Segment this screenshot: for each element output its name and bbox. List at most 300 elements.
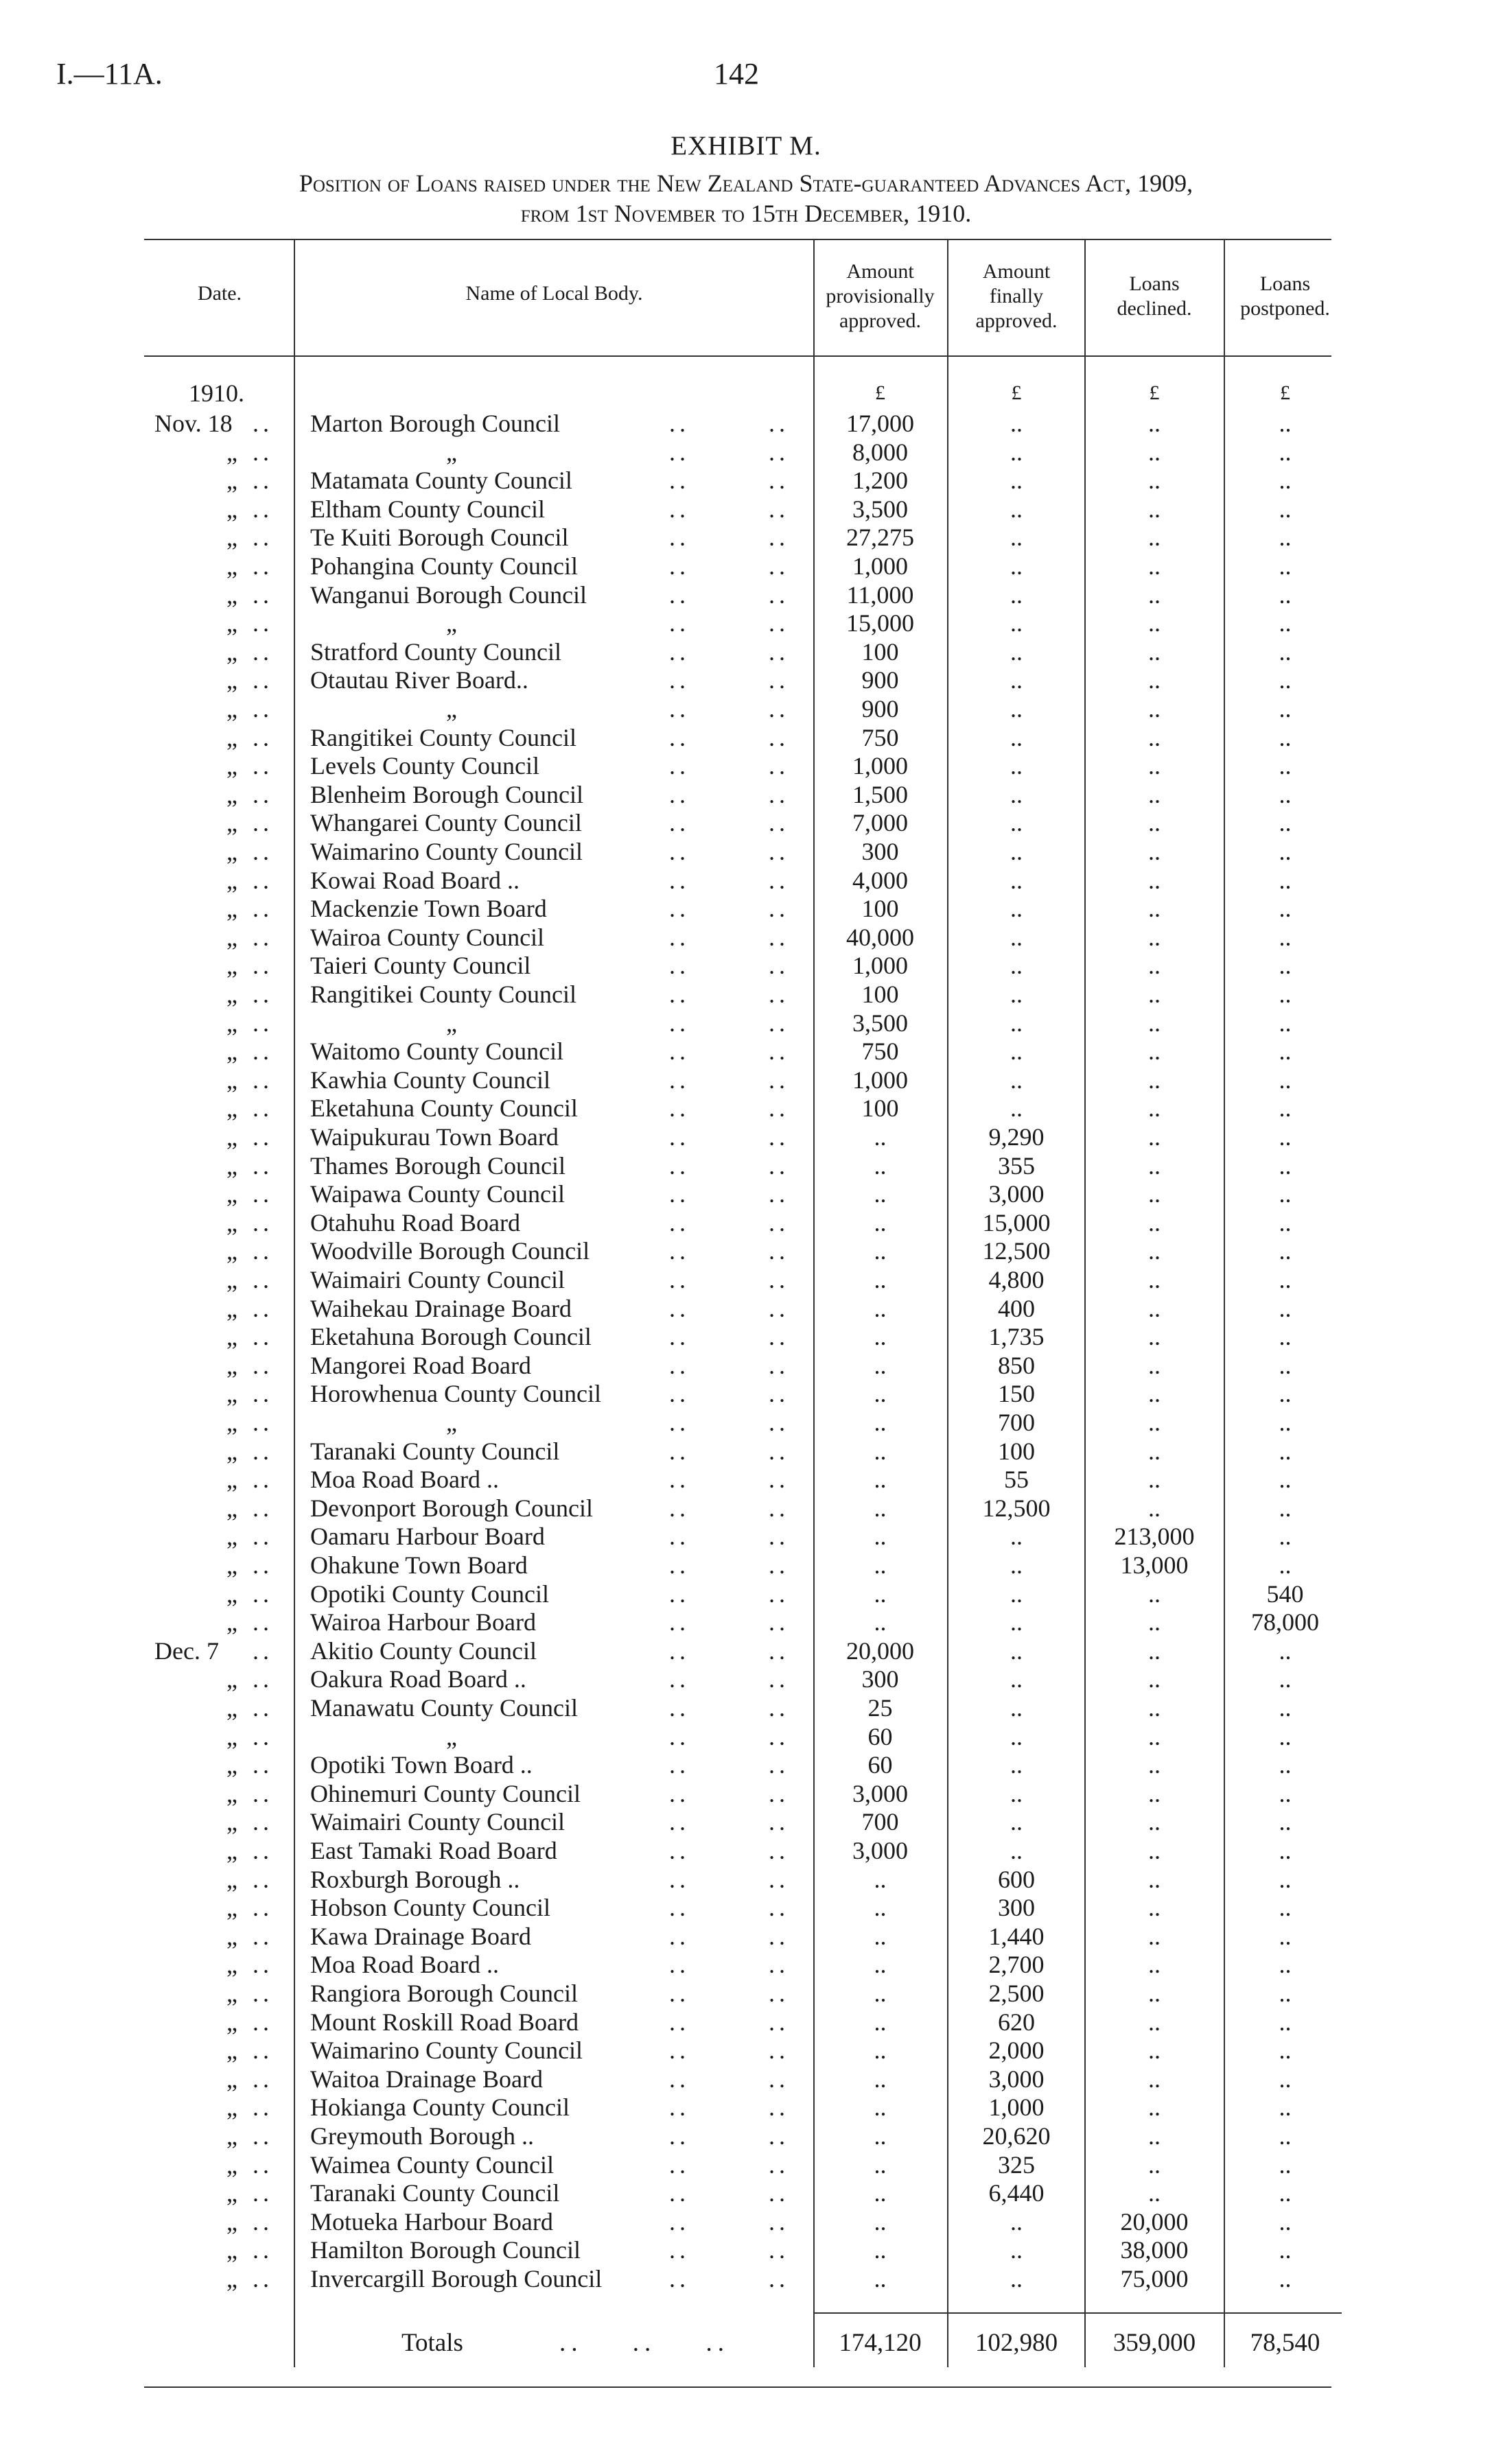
row-date: „: [226, 724, 237, 751]
row-name-leader-dots: ..: [769, 2265, 789, 2292]
row-date-leader-dots: ..: [253, 2208, 273, 2236]
row-amount-final: ..: [1010, 467, 1023, 494]
row-loans-postponed: ..: [1279, 1751, 1292, 1779]
row-loans-postponed: ..: [1279, 2179, 1292, 2207]
totals-leader-dots: .. .. ..: [559, 2329, 730, 2357]
row-name-leader-dots: ..: [769, 981, 789, 1008]
row-date: „: [226, 581, 237, 609]
row-name-leader-dots: ..: [669, 1751, 690, 1779]
row-local-body-name: Kawhia County Council: [310, 1066, 550, 1094]
row-date: „: [226, 1551, 237, 1579]
row-local-body-name: Greymouth Borough ..: [310, 2122, 534, 2150]
row-name-leader-dots: ..: [669, 1523, 690, 1550]
row-loans-postponed: ..: [1279, 1237, 1292, 1265]
row-name-leader-dots: ..: [669, 1380, 690, 1407]
row-name-leader-dots: ..: [669, 2179, 690, 2207]
row-date-leader-dots: ..: [253, 1637, 273, 1665]
row-amount-final: ..: [1010, 1037, 1023, 1065]
row-loans-declined: ..: [1148, 1237, 1161, 1265]
row-date-leader-dots: ..: [253, 1665, 273, 1693]
row-amount-provisional: ..: [874, 2037, 887, 2064]
row-loans-declined: ..: [1148, 1123, 1161, 1151]
row-date-leader-dots: ..: [253, 1323, 273, 1350]
row-date-leader-dots: ..: [253, 1923, 273, 1950]
row-date: „: [226, 1123, 237, 1151]
row-name-leader-dots: ..: [669, 638, 690, 666]
row-amount-final: 12,500: [982, 1494, 1051, 1522]
row-local-body-name: Manawatu County Council: [310, 1694, 578, 1722]
row-date: „: [226, 2093, 237, 2121]
totals-label: Totals: [401, 2329, 463, 2357]
row-date-leader-dots: ..: [253, 609, 273, 637]
row-loans-declined: ..: [1148, 1266, 1161, 1293]
row-loans-postponed: ..: [1279, 1180, 1292, 1208]
row-name-leader-dots: ..: [769, 724, 789, 751]
row-name-leader-dots: ..: [669, 1323, 690, 1350]
row-loans-declined: ..: [1148, 1751, 1161, 1779]
row-local-body-name: Marton Borough Council: [310, 410, 560, 437]
row-loans-declined: ..: [1148, 2065, 1161, 2093]
row-loans-declined: ..: [1148, 1894, 1161, 1921]
row-loans-postponed: ..: [1279, 1352, 1292, 1379]
row-date: „: [226, 952, 237, 979]
row-date-leader-dots: ..: [253, 1694, 273, 1722]
row-name-leader-dots: ..: [769, 838, 789, 865]
row-name-leader-dots: ..: [669, 1608, 690, 1636]
row-amount-provisional: 60: [867, 1723, 893, 1750]
row-loans-postponed: ..: [1279, 1665, 1292, 1693]
row-date: „: [226, 1409, 237, 1436]
row-loans-postponed: ..: [1279, 1866, 1292, 1893]
row-loans-postponed: ..: [1279, 867, 1292, 894]
row-loans-declined: ..: [1148, 2037, 1161, 2064]
row-amount-provisional: 3,000: [852, 1780, 908, 1807]
row-loans-declined: ..: [1148, 1295, 1161, 1322]
row-amount-provisional: 3,000: [852, 1837, 908, 1864]
row-local-body-name: „: [446, 609, 457, 637]
row-amount-final: ..: [1010, 2236, 1023, 2264]
row-date-leader-dots: ..: [253, 2008, 273, 2036]
row-loans-postponed: ..: [1279, 2037, 1292, 2064]
row-date-leader-dots: ..: [253, 1094, 273, 1122]
row-name-leader-dots: ..: [769, 410, 789, 437]
row-date-leader-dots: ..: [253, 752, 273, 779]
row-name-leader-dots: ..: [669, 1266, 690, 1293]
row-local-body-name: Waimarino County Council: [310, 838, 583, 865]
row-amount-provisional: ..: [874, 1380, 887, 1407]
row-amount-final: ..: [1010, 838, 1023, 865]
row-amount-final: ..: [1010, 981, 1023, 1008]
row-local-body-name: Rangiora Borough Council: [310, 1980, 578, 2007]
row-local-body-name: Levels County Council: [310, 752, 539, 779]
row-amount-final: 2,000: [988, 2037, 1045, 2064]
row-loans-postponed: ..: [1279, 1808, 1292, 1835]
row-amount-final: ..: [1010, 1066, 1023, 1094]
row-loans-postponed: ..: [1279, 809, 1292, 836]
row-name-leader-dots: ..: [769, 695, 789, 723]
row-name-leader-dots: ..: [669, 1352, 690, 1379]
row-local-body-name: Moa Road Board ..: [310, 1466, 499, 1493]
row-amount-final: ..: [1010, 410, 1023, 437]
row-name-leader-dots: ..: [669, 438, 690, 466]
row-name-leader-dots: ..: [669, 1123, 690, 1151]
row-amount-provisional: ..: [874, 1494, 887, 1522]
row-local-body-name: Woodville Borough Council: [310, 1237, 590, 1265]
column-header-postponed: [1225, 272, 1345, 321]
row-name-leader-dots: ..: [769, 1551, 789, 1579]
row-name-leader-dots: ..: [669, 781, 690, 808]
row-loans-declined: ..: [1148, 924, 1161, 951]
row-loans-postponed: ..: [1279, 952, 1292, 979]
row-loans-declined: ..: [1148, 1580, 1161, 1608]
row-amount-provisional: 1,000: [852, 952, 908, 979]
row-amount-provisional: 100: [861, 638, 899, 666]
row-name-leader-dots: ..: [769, 1751, 789, 1779]
row-amount-final: ..: [1010, 952, 1023, 979]
row-name-leader-dots: ..: [769, 781, 789, 808]
row-date: „: [226, 1923, 237, 1950]
row-loans-postponed: ..: [1279, 495, 1292, 523]
row-name-leader-dots: ..: [769, 1037, 789, 1065]
row-local-body-name: Horowhenua County Council: [310, 1380, 601, 1407]
row-date-leader-dots: ..: [253, 1438, 273, 1465]
column-header-final-line: approved.: [975, 309, 1058, 332]
row-name-leader-dots: ..: [669, 666, 690, 694]
row-amount-provisional: ..: [874, 2008, 887, 2036]
row-date-leader-dots: ..: [253, 924, 273, 951]
row-loans-postponed: ..: [1279, 438, 1292, 466]
row-local-body-name: „: [446, 1009, 457, 1037]
row-name-leader-dots: ..: [769, 2151, 789, 2179]
row-loans-postponed: ..: [1279, 1037, 1292, 1065]
row-name-leader-dots: ..: [669, 1152, 690, 1180]
row-local-body-name: Eketahuna County Council: [310, 1094, 578, 1122]
row-name-leader-dots: ..: [769, 895, 789, 922]
row-local-body-name: Waimea County Council: [310, 2151, 555, 2179]
row-amount-provisional: 100: [861, 895, 899, 922]
column-header-name: [295, 281, 813, 306]
row-name-leader-dots: ..: [669, 1009, 690, 1037]
row-name-leader-dots: ..: [669, 1295, 690, 1322]
row-loans-postponed: ..: [1279, 1637, 1292, 1665]
row-amount-provisional: ..: [874, 1152, 887, 1180]
row-date: „: [226, 1152, 237, 1180]
row-loans-postponed: ..: [1279, 1523, 1292, 1550]
row-local-body-name: Waipawa County Council: [310, 1180, 566, 1208]
row-date: „: [226, 609, 237, 637]
row-amount-provisional: 700: [861, 1808, 899, 1835]
row-amount-final: ..: [1010, 609, 1023, 637]
row-date-leader-dots: ..: [253, 1295, 273, 1322]
row-date-leader-dots: ..: [253, 467, 273, 494]
row-name-leader-dots: ..: [769, 666, 789, 694]
row-name-leader-dots: ..: [669, 1066, 690, 1094]
row-date-leader-dots: ..: [253, 1123, 273, 1151]
row-name-leader-dots: ..: [769, 1409, 789, 1436]
row-name-leader-dots: ..: [669, 1037, 690, 1065]
row-name-leader-dots: ..: [669, 552, 690, 580]
row-date: „: [226, 781, 237, 808]
row-amount-provisional: ..: [874, 2265, 887, 2292]
row-local-body-name: Hokianga County Council: [310, 2093, 570, 2121]
row-name-leader-dots: ..: [669, 2093, 690, 2121]
row-date-leader-dots: ..: [253, 1866, 273, 1893]
row-amount-provisional: 750: [861, 1037, 899, 1065]
row-amount-final: ..: [1010, 1808, 1023, 1835]
row-loans-postponed: ..: [1279, 1551, 1292, 1579]
row-amount-final: ..: [1010, 924, 1023, 951]
row-local-body-name: Rangitikei County Council: [310, 981, 576, 1008]
row-amount-provisional: 7,000: [852, 809, 908, 836]
row-loans-declined: ..: [1148, 2093, 1161, 2121]
row-loans-postponed: ..: [1279, 838, 1292, 865]
row-local-body-name: Waimairi County Council: [310, 1266, 566, 1293]
row-amount-provisional: 40,000: [846, 924, 914, 951]
row-amount-provisional: ..: [874, 1409, 887, 1436]
row-name-leader-dots: ..: [769, 1466, 789, 1493]
row-name-leader-dots: ..: [769, 1180, 789, 1208]
row-loans-postponed: 78,000: [1251, 1608, 1319, 1636]
row-loans-declined: ..: [1148, 1009, 1161, 1037]
row-name-leader-dots: ..: [669, 2122, 690, 2150]
row-date: „: [226, 1209, 237, 1236]
row-amount-provisional: ..: [874, 2093, 887, 2121]
row-local-body-name: Eketahuna Borough Council: [310, 1323, 592, 1350]
column-header-date: [148, 281, 292, 306]
row-amount-final: 3,000: [988, 1180, 1045, 1208]
row-local-body-name: Te Kuiti Borough Council: [310, 524, 569, 551]
row-amount-provisional: 15,000: [846, 609, 914, 637]
row-name-leader-dots: ..: [769, 1352, 789, 1379]
row-date-leader-dots: ..: [253, 1494, 273, 1522]
row-amount-final: ..: [1010, 1694, 1023, 1722]
row-local-body-name: Thames Borough Council: [310, 1152, 566, 1180]
row-amount-final: 355: [998, 1152, 1035, 1180]
row-local-body-name: Roxburgh Borough ..: [310, 1866, 520, 1893]
row-loans-postponed: ..: [1279, 981, 1292, 1008]
row-loans-declined: ..: [1148, 981, 1161, 1008]
row-amount-provisional: ..: [874, 1951, 887, 1978]
row-loans-declined: ..: [1148, 1637, 1161, 1665]
row-name-leader-dots: ..: [769, 1009, 789, 1037]
row-local-body-name: „: [446, 1409, 457, 1436]
row-name-leader-dots: ..: [769, 1780, 789, 1807]
row-name-leader-dots: ..: [769, 1209, 789, 1236]
row-loans-postponed: ..: [1279, 609, 1292, 637]
row-amount-final: 15,000: [982, 1209, 1051, 1236]
row-name-leader-dots: ..: [769, 1608, 789, 1636]
row-amount-final: 4,800: [988, 1266, 1045, 1293]
row-loans-declined: ..: [1148, 752, 1161, 779]
row-date-leader-dots: ..: [253, 1808, 273, 1835]
row-name-leader-dots: ..: [669, 752, 690, 779]
column-header-declined-line: declined.: [1117, 297, 1192, 320]
row-name-leader-dots: ..: [769, 1123, 789, 1151]
row-amount-final: 100: [998, 1438, 1035, 1465]
row-loans-declined: ..: [1148, 1438, 1161, 1465]
total-postponed: 78,540: [1250, 2329, 1320, 2357]
row-name-leader-dots: ..: [769, 1266, 789, 1293]
row-local-body-name: Ohinemuri County Council: [310, 1780, 581, 1807]
row-loans-declined: ..: [1148, 524, 1161, 551]
row-date: „: [226, 1180, 237, 1208]
row-amount-provisional: ..: [874, 1980, 887, 2007]
row-name-leader-dots: ..: [769, 2179, 789, 2207]
row-name-leader-dots: ..: [669, 1209, 690, 1236]
row-date-leader-dots: ..: [253, 1837, 273, 1864]
row-loans-declined: ..: [1148, 1209, 1161, 1236]
row-date-leader-dots: ..: [253, 1352, 273, 1379]
row-loans-postponed: ..: [1279, 1009, 1292, 1037]
row-name-leader-dots: ..: [769, 1237, 789, 1265]
currency-provisional: £: [875, 382, 885, 404]
row-date-leader-dots: ..: [253, 581, 273, 609]
row-date-leader-dots: ..: [253, 1209, 273, 1236]
row-name-leader-dots: ..: [669, 1637, 690, 1665]
row-local-body-name: Mangorei Road Board: [310, 1352, 531, 1379]
row-loans-declined: ..: [1148, 1694, 1161, 1722]
row-date: „: [226, 2037, 237, 2064]
row-name-leader-dots: ..: [769, 495, 789, 523]
row-name-leader-dots: ..: [669, 1894, 690, 1921]
currency-final: £: [1011, 382, 1022, 404]
row-amount-final: ..: [1010, 867, 1023, 894]
row-loans-declined: ..: [1148, 1466, 1161, 1493]
row-date-leader-dots: ..: [253, 724, 273, 751]
row-local-body-name: Waihekau Drainage Board: [310, 1295, 572, 1322]
row-amount-final: 325: [998, 2151, 1035, 2179]
row-loans-postponed: ..: [1279, 1837, 1292, 1864]
row-amount-final: ..: [1010, 1723, 1023, 1750]
row-amount-provisional: ..: [874, 1866, 887, 1893]
row-name-leader-dots: ..: [669, 1866, 690, 1893]
row-amount-provisional: 17,000: [846, 410, 914, 437]
row-amount-final: ..: [1010, 695, 1023, 723]
row-date: „: [226, 1380, 237, 1407]
row-amount-provisional: 900: [861, 695, 899, 723]
table-title-line1: Position of Loans raised under the New Zealand State-guaranteed Advances Act, 1909,: [299, 169, 1193, 197]
row-amount-final: ..: [1010, 1608, 1023, 1636]
row-local-body-name: Devonport Borough Council: [310, 1494, 593, 1522]
row-date-leader-dots: ..: [253, 1037, 273, 1065]
row-amount-final: 850: [998, 1352, 1035, 1379]
row-date: „: [226, 1266, 237, 1293]
row-date: „: [226, 924, 237, 951]
row-date: „: [226, 1295, 237, 1322]
row-amount-provisional: ..: [874, 2065, 887, 2093]
row-loans-declined: ..: [1148, 952, 1161, 979]
row-local-body-name: Eltham County Council: [310, 495, 545, 523]
row-local-body-name: East Tamaki Road Board: [310, 1837, 557, 1864]
column-header-provisional-line: Amount: [846, 260, 914, 283]
row-amount-provisional: ..: [874, 1323, 887, 1350]
row-name-leader-dots: ..: [669, 1237, 690, 1265]
row-name-leader-dots: ..: [669, 1466, 690, 1493]
row-date-leader-dots: ..: [253, 809, 273, 836]
row-amount-final: ..: [1010, 524, 1023, 551]
row-amount-provisional: ..: [874, 1523, 887, 1550]
row-loans-declined: ..: [1148, 724, 1161, 751]
row-date-leader-dots: ..: [253, 1380, 273, 1407]
header-bottom-rule: [144, 355, 1331, 357]
row-date-leader-dots: ..: [253, 1237, 273, 1265]
row-date-leader-dots: ..: [253, 2093, 273, 2121]
row-amount-final: 9,290: [988, 1123, 1045, 1151]
row-date-leader-dots: ..: [253, 1751, 273, 1779]
row-date-leader-dots: ..: [253, 410, 273, 437]
row-amount-final: 1,735: [988, 1323, 1045, 1350]
row-name-leader-dots: ..: [669, 1438, 690, 1465]
row-name-leader-dots: ..: [769, 752, 789, 779]
row-loans-postponed: ..: [1279, 2236, 1292, 2264]
row-name-leader-dots: ..: [669, 1694, 690, 1722]
row-date-leader-dots: ..: [253, 1266, 273, 1293]
row-amount-final: 3,000: [988, 2065, 1045, 2093]
row-date: „: [226, 1866, 237, 1893]
row-name-leader-dots: ..: [669, 809, 690, 836]
row-loans-declined: ..: [1148, 695, 1161, 723]
row-loans-postponed: ..: [1279, 1094, 1292, 1122]
row-local-body-name: Kawa Drainage Board: [310, 1923, 531, 1950]
row-name-leader-dots: ..: [769, 1523, 789, 1550]
row-amount-final: 55: [1004, 1466, 1029, 1493]
row-date: „: [226, 752, 237, 779]
row-name-leader-dots: ..: [769, 1837, 789, 1864]
row-date: „: [226, 2122, 237, 2150]
row-amount-final: 1,440: [988, 1923, 1045, 1950]
row-date: „: [226, 666, 237, 694]
row-date: „: [226, 1438, 237, 1465]
row-amount-provisional: ..: [874, 2179, 887, 2207]
document-reference: I.—11A.: [56, 57, 163, 91]
row-name-leader-dots: ..: [669, 410, 690, 437]
column-header-final-line: finally: [989, 285, 1044, 307]
row-amount-provisional: 100: [861, 1094, 899, 1122]
row-name-leader-dots: ..: [769, 1323, 789, 1350]
row-date-leader-dots: ..: [253, 2151, 273, 2179]
row-local-body-name: Otautau River Board..: [310, 666, 528, 694]
row-date-leader-dots: ..: [253, 638, 273, 666]
row-amount-final: ..: [1010, 1009, 1023, 1037]
row-date-leader-dots: ..: [253, 1523, 273, 1550]
row-amount-final: 400: [998, 1295, 1035, 1322]
row-local-body-name: Wanganui Borough Council: [310, 581, 587, 609]
row-amount-final: 620: [998, 2008, 1035, 2036]
row-loans-postponed: ..: [1279, 552, 1292, 580]
row-local-body-name: Waimarino County Council: [310, 2037, 583, 2064]
row-name-leader-dots: ..: [669, 952, 690, 979]
row-loans-declined: ..: [1148, 867, 1161, 894]
row-date-leader-dots: ..: [253, 1951, 273, 1978]
row-date-leader-dots: ..: [253, 2037, 273, 2064]
row-name-leader-dots: ..: [669, 1580, 690, 1608]
row-amount-final: ..: [1010, 581, 1023, 609]
row-amount-final: 300: [998, 1894, 1035, 1921]
row-date: „: [226, 1894, 237, 1921]
row-name-leader-dots: ..: [669, 895, 690, 922]
row-amount-provisional: 1,000: [852, 752, 908, 779]
row-amount-provisional: 1,000: [852, 552, 908, 580]
row-name-leader-dots: ..: [669, 724, 690, 751]
row-loans-postponed: ..: [1279, 2265, 1292, 2292]
row-local-body-name: „: [446, 1723, 457, 1750]
row-local-body-name: „: [446, 695, 457, 723]
row-loans-declined: ..: [1148, 2008, 1161, 2036]
row-name-leader-dots: ..: [669, 1409, 690, 1436]
row-amount-provisional: ..: [874, 2122, 887, 2150]
row-date: „: [226, 1808, 237, 1835]
row-date: Dec. 7: [154, 1637, 219, 1665]
